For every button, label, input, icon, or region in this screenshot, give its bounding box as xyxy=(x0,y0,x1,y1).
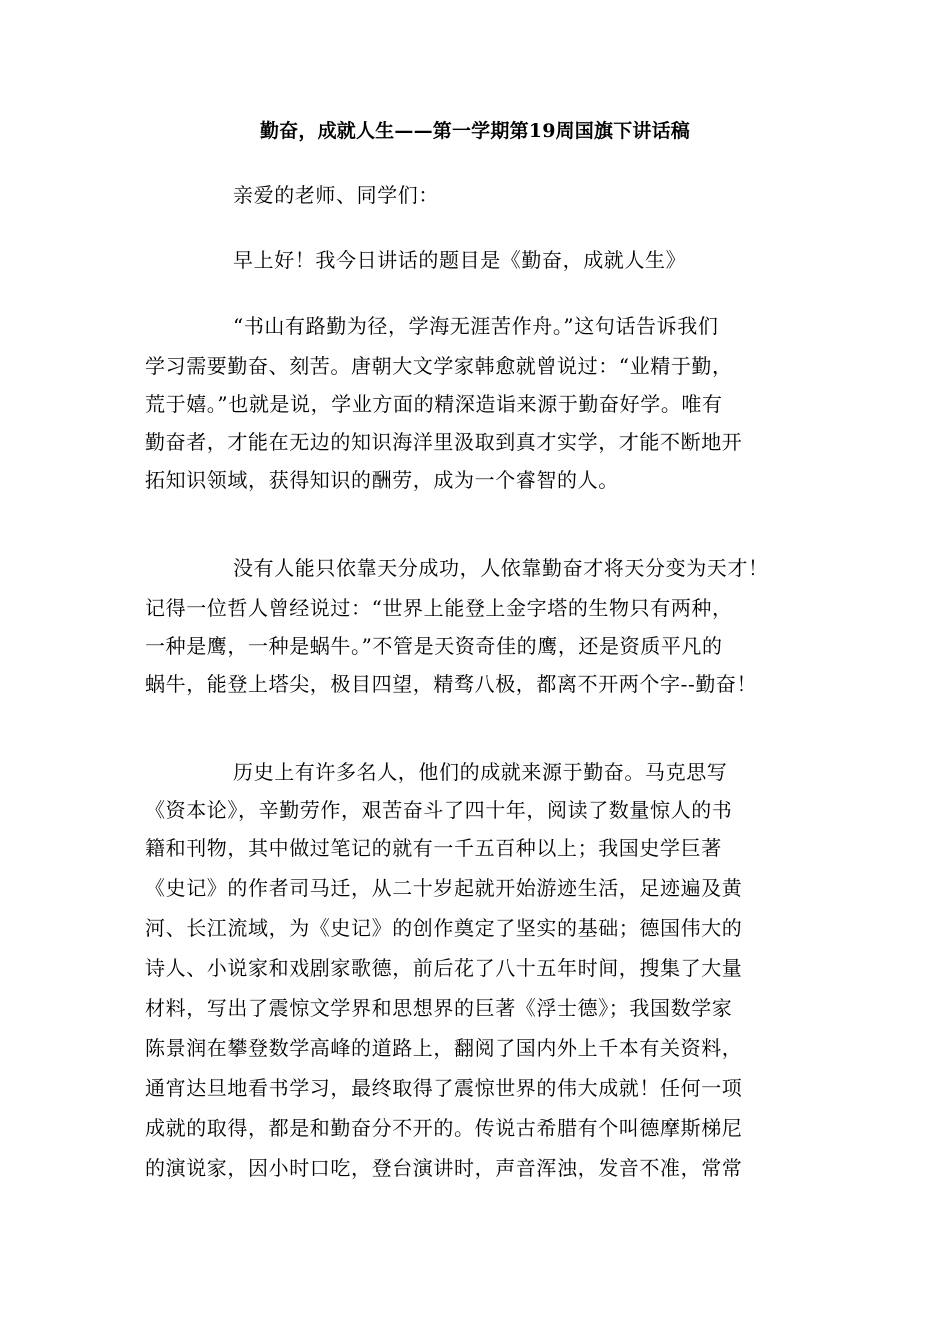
paragraph-line: 历史上有许多名人，他们的成就来源于勤奋。马克思写 xyxy=(233,760,728,784)
paragraph-line: 诗人、小说家和戏剧家歌德，前后花了八十五年时间，搜集了大量 xyxy=(145,956,743,980)
paragraph-line: 的演说家，因小时口吃，登台演讲时，声音浑浊，发音不准，常常 xyxy=(145,1156,743,1180)
paragraph-line: 《史记》的作者司马迁，从二十岁起就开始游迹生活，足迹遍及黄 xyxy=(145,876,743,900)
intro-line: 早上好！我今日讲话的题目是《勤奋，成就人生》 xyxy=(233,248,687,272)
paragraph-line: 籍和刊物，其中做过笔记的就有一千五百种以上；我国史学巨著 xyxy=(145,836,722,860)
paragraph-line: “书山有路勤为径，学海无涯苦作舟。”这句话告诉我们 xyxy=(233,314,719,338)
paragraph-line: 蜗牛，能登上塔尖，极目四望，精骛八极，都离不开两个字--勤奋！ xyxy=(145,672,758,696)
paragraph-line: 拓知识领域，获得知识的酬劳，成为一个睿智的人。 xyxy=(145,468,619,492)
paragraph-line: 通宵达旦地看书学习，最终取得了震惊世界的伟大成就！任何一项 xyxy=(145,1076,743,1100)
paragraph-line: 没有人能只依靠天分成功，人依靠勤奋才将天分变为天才！ xyxy=(233,556,769,580)
paragraph-line: 材料，写出了震惊文学界和思想界的巨著《浮士德》；我国数学家 xyxy=(145,996,733,1020)
paragraph-line: 一种是鹰，一种是蜗牛。”不管是天资奇佳的鹰，还是资质平凡的 xyxy=(145,634,723,658)
paragraph-line: 成就的取得，都是和勤奋分不开的。传说古希腊有个叫德摩斯梯尼 xyxy=(145,1116,743,1140)
paragraph-line: 学习需要勤奋、刻苦。唐朝大文学家韩愈就曾说过：“业精于勤， xyxy=(145,354,733,378)
paragraph-line: 勤奋者，才能在无边的知识海洋里汲取到真才实学，才能不断地开 xyxy=(145,430,743,454)
paragraph-line: 河、长江流域，为《史记》的创作奠定了坚实的基础；德国伟大的 xyxy=(145,916,743,940)
paragraph-line: 陈景润在攀登数学高峰的道路上，翻阅了国内外上千本有关资料， xyxy=(145,1036,743,1060)
paragraph-line: 荒于嬉。”也就是说，学业方面的精深造诣来源于勤奋好学。唯有 xyxy=(145,392,723,416)
paragraph-line: 《资本论》，辛勤劳作，艰苦奋斗了四十年，阅读了数量惊人的书 xyxy=(145,798,733,822)
page-title: 勤奋，成就人生——第一学期第19周国旗下讲话稿 xyxy=(259,120,691,142)
greeting: 亲爱的老师、同学们： xyxy=(233,183,439,207)
paragraph-line: 记得一位哲人曾经说过：“世界上能登上金字塔的生物只有两种， xyxy=(145,596,733,620)
